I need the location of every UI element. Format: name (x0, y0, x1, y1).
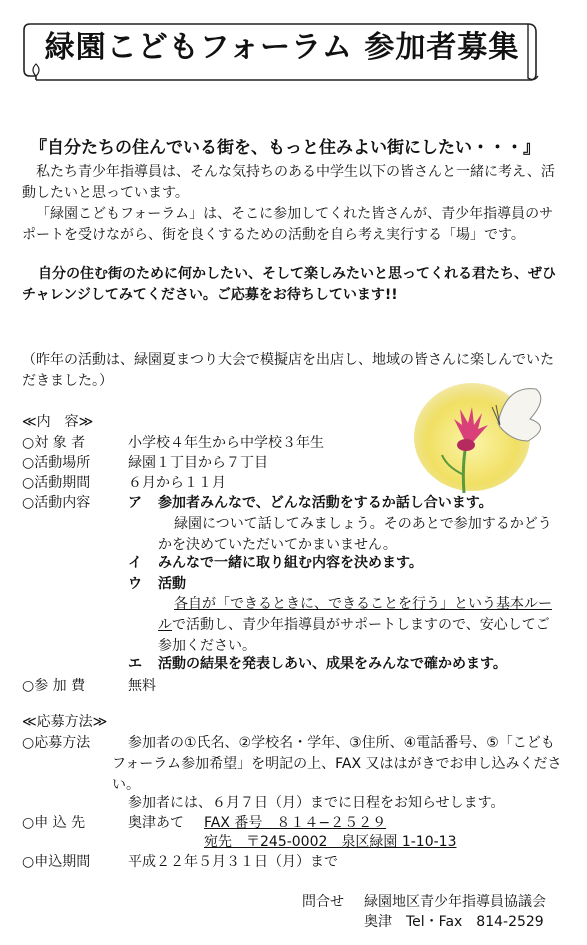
fax-number: FAX 番号 ８１４−２５２９ (204, 815, 387, 831)
period-label: ○活動期間 (22, 475, 91, 491)
slogan: 『自分たちの住んでいる街を、もっと住みよい街にしたい・・・』 (30, 138, 540, 158)
to-label: ○申 込 先 (22, 815, 86, 831)
place-value: 緑園１丁目から７丁目 (128, 455, 268, 471)
item-u-rest-text: で活動し、青少年指導員がサポートしますので、安心してご参加ください。 (158, 617, 550, 654)
contact-org: 緑園地区青少年指導員協議会 (364, 894, 546, 910)
item-a-text: 緑園について話してみましょう。そのあとで参加するかどうかを決めていただいてかまいません。 (158, 516, 552, 553)
schedule-notice: 参加者には、６月７日（月）までに日程をお知らせします。 (128, 795, 505, 811)
item-u-rule-text: 各自が「できるときに、できることを行う」という基本ルール (158, 596, 552, 633)
method-value: 参加者の①氏名、②学校名・学年、③住所、④電話番号、⑤「こどもフォーラム参加希望」を明記の上、FAX 又ははがきでお申し込みください。 (112, 735, 562, 793)
contact-label: 問合せ (302, 894, 344, 910)
item-u-text (158, 594, 563, 657)
method-label: ○応募方法 (22, 735, 91, 751)
target-value: 小学校４年生から中学校３年生 (128, 435, 324, 451)
last-year-note: （昨年の活動は、緑園夏まつり大会で模擬店を出店し、地域の皆さんに楽しんでいただきました。） (22, 352, 554, 389)
apply-period-label: ○申込期間 (22, 854, 91, 870)
target-label: ○対 象 者 (22, 435, 86, 451)
appeal-text: 自分の住む街のために何かしたい、そして楽しみたいと思ってくれる君たち、ぜひチャレンジしてみてください。ご応募をお待ちしています!! (22, 266, 556, 303)
intro-paragraph-1: 私たち青少年指導員は、そんな気持ちのある中学生以下の皆さんと一緒に考え、活動したいと思っています。 (22, 164, 555, 201)
page-title: 緑園こどもフォーラム 参加者募集 (44, 30, 520, 65)
apply-heading: ≪応募方法≫ (22, 714, 108, 730)
content-heading: ≪内 容≫ (22, 414, 94, 430)
item-a-mark: ア (128, 495, 142, 511)
detail-label: ○活動内容 (22, 495, 91, 511)
item-i-title: みんなで一緒に取り組む内容を決めます。 (158, 555, 423, 571)
period-value: ６月から１１月 (128, 475, 226, 491)
fee-label: ○参 加 費 (22, 678, 86, 694)
item-e-mark: エ (128, 656, 142, 672)
apply-period-value: 平成２２年５月３１日（月）まで (128, 854, 338, 870)
item-i-mark: イ (128, 555, 142, 571)
flower-butterfly-illustration (402, 375, 552, 493)
contact-person: 奥津 Tel・Fax 814-2529 (364, 914, 544, 930)
intro-paragraph-2: 「緑園こどもフォーラム」は、そこに参加してくれた皆さんが、青少年指導員のサポートを受けながら、街を良くするための活動を自ら考え実行する「場」です。 (22, 206, 554, 243)
item-u-mark: ウ (128, 576, 142, 592)
item-e-title: 活動の結果を発表しあい、成果をみんなで確かめます。 (158, 656, 507, 672)
place-label: ○活動場所 (22, 455, 91, 471)
item-a-title: 参加者みんなで、どんな活動をするか話し合います。 (158, 495, 493, 511)
postal-address: 宛先 〒245-0002 泉区緑園 1-10-13 (204, 834, 457, 850)
fee-value: 無料 (128, 678, 156, 694)
to-name: 奥津あて (128, 815, 184, 831)
item-u-title: 活動 (158, 576, 186, 592)
